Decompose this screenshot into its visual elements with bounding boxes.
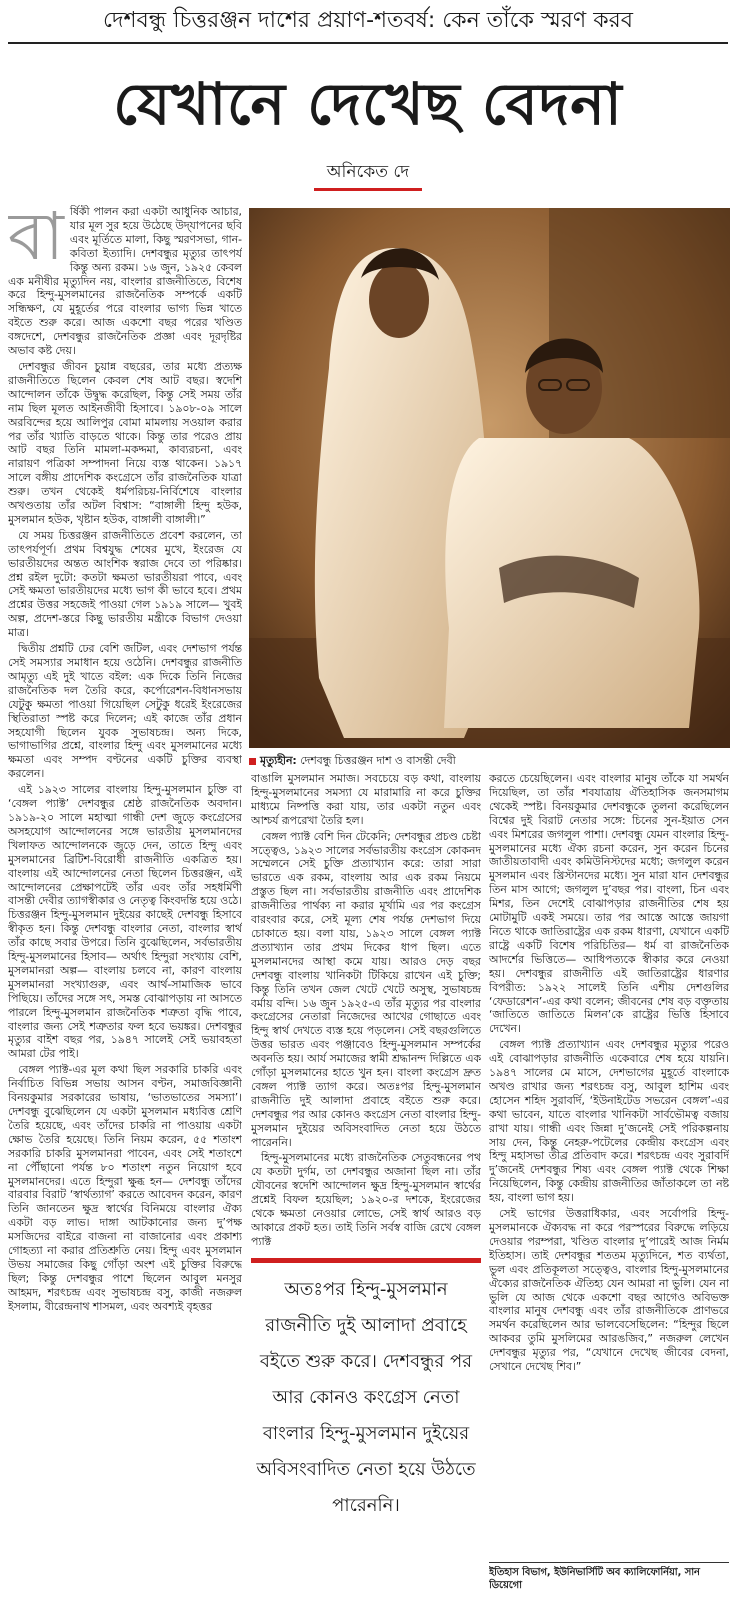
paragraph: সেই ভাগের উত্তরাধিকার, এবং সর্বোপরি হিন্দু-মুসলমানকে ঐক্যবদ্ধ না করে পরস্পরের বিরুদ্ধে লড়িয়ে দেওয়ার পরম্পরা, খণ্ডিত বাংলার দু’পারেই আজ নির্মম ইতিহাস। তাই দেশবন্ধুর শততম মৃত্যুদিনে, শত ব্যর্থতা, ভুল এবং প্রতিকূলতা সত্ত্বেও, বাংলার হিন্দু-মুসলমানের ঐক্যের রাজনৈতিক ঐতিহ্য যেন আমরা না ভুলি। যেন না ভুলি যে আজ থেকে একশো বছর আগেও অবিভক্ত বাংলার মানুষ দেশবন্ধু এবং তাঁর রাজনীতিকে প্রাণভরে সমর্থন করেছিলেন আর ভালবেসেছিলেন: “হিন্দুর ছিলে আকবর তুমি মুসলিমের আরঙজিব,” নজরুল লেখেন দেশবন্ধুর মৃত্যুর পর, “যেখানে দেখেছ জীবের বেদনা, সেখানে দেখেছ শিব।”: [489, 1207, 729, 1374]
author-credit: ইতিহাস বিভাগ, ইউনিভার্সিটি অব ক্যালিফোর্নিয়া, সান ডিয়েগো: [489, 1567, 700, 1591]
byline-rule: [314, 188, 422, 191]
article-column-1: [8, 205, 242, 1597]
paragraph: করতে চেয়েছিলেন। এবং বাংলার মানুষ তাঁকে যা সমর্থন দিয়েছিল, তা তাঁর শবযাত্রায় ঐতিহাসিক জনসমাগম থেকেই স্পষ্ট। বিনয়কুমার দেশবন্ধুকে তুলনা করেছিলেন বিশ্বের দুই বিরাট নেতার সঙ্গে: চিনের সুন-ইয়াত সেন এবং মিশরের জগলুল পাশা। দেশবন্ধু যেমন বাংলার হিন্দু-মুসলমানের মধ্যে ঐক্য রচনা করেন, সুন করেন চিনের জাতীয়তাবাদী এবং কমিউনিস্টদের মধ্যে; জগলুল করেন মুসলমান এবং খ্রিস্টানদের মধ্যে। সুন মারা যান দেশবন্ধুর তিন মাস আগে; জগলুল দু’বছর পর। বাংলা, চিন এবং মিশর, তিন দেশেই বোঝাপড়ার রাজনীতির শেষ হয় মোটামুটি একই সময়ে। তার পর আস্তে আস্তে জায়গা নিতে থাকে জাতিরাষ্ট্রের এক রকম ধারণা, যেখানে একটি রাষ্ট্রে একটি বিশেষ পরিচিতির— ধর্ম বা রাজনৈতিক আদর্শের ভিত্তিতে— আধিপত্যকে স্বীকার করে নেওয়া হয়। দেশবন্ধুর রাজনীতি এই জাতিরাষ্ট্রের ধারণার বিপরীত: ১৯২২ সালেই তিনি এশীয় দেশগুলির ‘ফেডারেশন’-এর কথা বলেন; জীবনের শেষ বড় বক্তৃতায় ‘জাতিতে জাতিতে মিলন’কে রাষ্ট্রের ভিত্তি হিসাবে দেখেন।: [489, 772, 729, 1036]
drop-cap: বা: [8, 205, 64, 275]
paragraph: দ্বিতীয় প্রশ্নটি ঢের বেশি জটিল, এবং দেশভাগ পর্যন্ত সেই সমস্যার সমাধান হয়ে ওঠেনি। দেশবন্ধুর রাজনীতি আমৃত্যু এই দুই খাতে বইল: এক দিকে তিনি নিজের রাজনৈতিক দল তৈরি করে, কর্পোরেশন-বিধানসভায় যেটুকু ক্ষমতা পাওয়া গিয়েছিল সেটুকু ধরেই ইংরেজের স্থিতিরাতা স্পষ্ট করে দিলেন; এই কাজে তাঁর প্রধান সহযোগী ছিলেন যুবক সুভাষচন্দ্র। অন্য দিকে, ভাগাভাগির প্রশ্নে, বাংলার হিন্দু এবং মুসলমানের মধ্যে ক্ষমতা এবং সম্পদ বণ্টনের একটি চুক্তির ব্যবস্থা করলেন।: [8, 642, 242, 781]
byline: অনিকেত দে: [326, 162, 410, 182]
article-column-3: [489, 772, 729, 1558]
photo-chittaranjan-basanti: [249, 208, 730, 748]
caption-marker: [249, 758, 256, 765]
paragraph: বেঙ্গল প্যাক্ট প্রত্যাখ্যান এবং দেশবন্ধুর মৃত্যুর পরেও এই বোঝাপড়ার রাজনীতি একেবারে শেষ হয়ে যায়নি। ১৯৪৭ সালের মে মাসে, দেশভাগের মুহূর্তে বাংলাকে অখণ্ড রাখার জন্য শরৎচন্দ্র বসু, আবুল হাশিম এবং হোসেন শহিদ সুরাবর্দি, ‘ইউনাইটেড সভরেন বেঙ্গল’-এর কথা ভাবেন, যাতে বাংলার খানিকটা সার্বভৌমত্ব বজায় রাখা যায়। গান্ধী এবং জিন্না দু’জনেই সেই পরিকল্পনায় সায় দেন, কিন্তু নেহরু-পটেলের কেন্দ্রীয় কংগ্রেস এবং হিন্দু মহাসভা তীব্র প্রতিবাদ করে। শরৎচন্দ্র এবং সুরাবর্দি দু’জনেই দেশবন্ধুর শিষ্য এবং বেঙ্গল প্যাক্ট থেকে শিক্ষা নিয়েছিলেন, কিন্তু কেন্দ্রীয় রাজনীতির জাঁতাকলে তা নষ্ট হয়, বাংলা ভাগ হয়।: [489, 1038, 729, 1205]
photo-caption: [249, 752, 730, 770]
caption-text: দেশবন্ধু চিত্তরঞ্জন দাশ ও বাসন্তী দেবী: [300, 754, 456, 767]
article-column-2: [251, 772, 481, 1250]
credit-rule: [489, 1562, 729, 1563]
paragraph: দেশবন্ধুর জীবন চুয়ান্ন বছরের, তার মধ্যে প্রত্যক্ষ রাজনীতিতে ছিলেন কেবল শেষ আট বছর। স্বদেশি আন্দোলন তাঁকে উদ্বুদ্ধ করেছিল, কিন্তু সেই সময় তাঁর নাম ছিল মূলত আইনজীবী হিসাবে। ১৯০৮-০৯ সালে অরবিন্দের হয়ে আলিপুর বোমা মামলায় সওয়াল করার পর তাঁর খ্যাতি বাড়তে থাকে। কিন্তু তার পরেও প্রায় আট বছর তিনি মামলা-মকদ্দমা, কাব্যরচনা, এবং নারায়ণ পত্রিকা সম্পাদনা নিয়ে ব্যস্ত থাকেন। ১৯১৭ সালে বঙ্গীয় প্রাদেশিক কংগ্রেসে তাঁর রাজনৈতিক যাত্রা শুরু। তখন থেকেই ধর্মপরিচয়-নির্বিশেষে বাংলার অখণ্ডতায় তাঁর অটল বিশ্বাস: “বাঙ্গালী হিন্দু হউক, মুসলমান হউক, খৃষ্টান হউক, বাঙ্গালী বাঙ্গালী।”: [8, 359, 242, 526]
kicker-headline: দেশবন্ধু চিত্তরঞ্জন দাশের প্রয়াণ-শতবর্ষ: কেন তাঁকে স্মরণ করব: [103, 8, 633, 33]
paragraph: বাঙালি মুসলমান সমাজ। সবচেয়ে বড় কথা, বাংলায় হিন্দু-মুসলমানের সমস্যা যে মারামারি না করে চুক্তির মাধ্যমে নিষ্পত্তি করা যায়, তার একটা নতুন এবং আশ্চর্য রূপরেখা তৈরি হল।: [251, 772, 481, 827]
kicker-rule: [8, 42, 728, 44]
pull-quote-rule: [251, 1258, 481, 1263]
paragraph: এই ১৯২৩ সালের বাংলায় হিন্দু-মুসলমান চুক্তি বা ‘বেঙ্গল প্যাক্ট’ দেশবন্ধুর শ্রেষ্ঠ রাজনৈতিক অবদান। ১৯১৯-২০ সালে মহাত্মা গান্ধী দেশ জুড়ে কংগ্রেসের অসহযোগ আন্দোলনের সঙ্গে ভারতীয় মুসলমানদের খিলাফত আন্দোলনকে জুড়ে দেন, তাতে হিন্দু এবং মুসলমানের ব্রিটিশ-বিরোধী রাজনীতি একত্রিত হয়। বাংলায় এই আন্দোলনের নেতা ছিলেন চিত্তরঞ্জন, এই আন্দোলনের প্রেক্ষাপটেই তাঁর এবং তাঁর সহধর্মিণী বাসন্তী দেবীর ত্যাগস্বীকার ও নেতৃত্ব কিংবদন্তি হয়ে ওঠে। চিত্তরঞ্জন হিন্দু-মুসলমান দুইয়ের কাছেই দেশবন্ধু হিসাবে স্বীকৃত হন। কিন্তু দেশবন্ধু বাংলার নেতা, বাংলার স্বার্থ তাঁর কাছে সবার উপরে। তিনি বুঝেছিলেন, সর্বভারতীয় হিন্দু-মুসলমানের হিসাব— অর্থাৎ হিন্দুরা সংখ্যায় বেশি, মুসলমানরা অল্প— বাংলায় চলবে না, কারণ বাংলায় মুসলমানরা সংখ্যাগুরু, এবং আর্থ-সামাজিক ভাবে পিছিয়ে। তাঁদের সঙ্গে সৎ, সমস্ত বোঝাপড়ায় না আসতে পারলে হিন্দু-মুসলমান রাজনৈতিক শত্রুতা বৃদ্ধি পাবে, বাংলার জন্য সেই শত্রুতার ফল হবে ভয়ঙ্কর। দেশবন্ধুর মৃত্যুর বাইশ বছর পর, ১৯৪৭ সালেই সেই ভয়াবহতা আমরা টের পাই।: [8, 783, 242, 1061]
pull-quote: অতঃপর হিন্দু-মুসলমান রাজনীতি দুই আলাদা প্রবাহে বইতে শুরু করে। দেশবন্ধুর পর আর কোনও কংগ্রেস নেতা বাংলার হিন্দু-মুসলমান দুইয়ের অবিসংবাদিত নেতা হয়ে উঠতে পারেননি।: [256, 1279, 476, 1516]
photo-image: [249, 208, 730, 748]
paragraph: বেঙ্গল প্যাক্ট-এর মূল কথা ছিল সরকারি চাকরি এবং নির্বাচিত বিভিন্ন সভায় আসন বণ্টন, সমাজবিজ্ঞানী বিনয়কুমার সরকারের ভাষায়, ‘ভাতভাতের সমস্যা’। দেশবন্ধু বুঝেছিলেন যে একটা মুসলমান মধ্যবিত্ত শ্রেণি তৈরি হয়েছে, এবং তাঁদের চাকরি না পাওয়ায় একটা ক্ষোভ তৈরি হয়েছে। তিনি নিয়ম করেন, ৫৫ শতাংশ সরকারি চাকরি মুসলমানরা পাবেন, এবং সেই শতাংশে না পৌঁছানো পর্যন্ত ৮০ শতাংশ নতুন নিয়োগ হবে মুসলমানদের। এতে হিন্দুরা ক্ষুব্ধ হন— দেশবন্ধু তাঁদের বারবার বিরাট ‘স্বার্থত্যাগ’ করতে আবেদন করেন, কারণ তিনি জানতেন ক্ষুদ্র স্বার্থের বিনিময়ে বাংলার ঐক্য একটা বড় লাভ। দাঙ্গা আটকানোর জন্য দু’পক্ষ মসজিদের বাইরে বাজনা না বাজানোর এবং প্রকাশ্য গোহত্যা না করার প্রতিশ্রুতি নেয়। হিন্দু এবং মুসলমান উভয় সমাজের কিছু গোঁড়া অংশ এই চুক্তির বিরুদ্ধে ছিল; কিন্তু দেশবন্ধুর পাশে ছিলেন আবুল মনসুর আহমদ, শরৎচন্দ্র এবং সুভাষচন্দ্র বসু, কাজী নজরুল ইসলাম, বীরেন্দ্রনাথ শাসমল, এবং অবশ্যই বৃহত্তর: [8, 1063, 242, 1313]
paragraph: যে সময় চিত্তরঞ্জন রাজনীতিতে প্রবেশ করলেন, তা তাৎপর্যপূর্ণ। প্রথম বিশ্বযুদ্ধ শেষের মুখে, ইংরেজ যে ভারতীয়দের অন্তত আংশিক স্বরাজ দেবে তা পরিষ্কার। প্রশ্ন রইল দুটো: কতটা ক্ষমতা ভারতীয়রা পাবে, এবং সেই ক্ষমতা ভারতীয়দের মধ্যে ভাগ কী ভাবে হবে। প্রথম প্রশ্নের উত্তর সহজেই পাওয়া গেল ১৯১৯ সালে— খুবই অল্প, প্রদেশ-স্তরে কিছু ভারতীয় মন্ত্রীকে বিভাগ দেওয়া মাত্র।: [8, 528, 242, 640]
caption-label: মৃত্যুহীন:: [260, 754, 297, 767]
paragraph: হিন্দু-মুসলমানের মধ্যে রাজনৈতিক সেতুবন্ধনের পথ যে কতটা দুর্গম, তা দেশবন্ধুর অজানা ছিল না। তাঁর যৌবনের স্বদেশি আন্দোলন ক্ষুদ্র হিন্দু-মুসলমান স্বার্থের প্রশ্নেই বিফল হয়েছিল; ১৯২০-র দশকে, ইংরেজের থেকে ক্ষমতা নেওয়ার লোভে, সেই স্বার্থ আরও বড় আকারে প্রকট হত। তাই তিনি সর্বস্ব বাজি রেখে বেঙ্গল প্যাক্ট: [251, 1151, 481, 1248]
paragraph: র্ষিকী পালন করা একটা আধুনিক আচার, যার মূল সুর হয়ে উঠেছে উদ্‌যাপনের ছবি এবং মূর্তিতে মালা, কিছু স্মরণসভা, গান-কবিতা ইত্যাদি। দেশবন্ধুর মৃত্যুর তাৎপর্য কিন্তু অন্য রকম। ১৬ জুন, ১৯২৫ কেবল এক মনীষীর মৃত্যুদিন নয়, বাংলার রাজনীতিতে, বিশেষ করে হিন্দু-মুসলমানের রাজনৈতিক সম্পর্কে একটি সন্ধিক্ষণ, যে মুহূর্তের পরে বাংলার ভাগ্য ভিন্ন খাতে বইতে শুরু করে। আজ একশো বছর পরের খণ্ডিত বঙ্গদেশে, দেশবন্ধুর রাজনৈতিক প্রজ্ঞা এবং দূরদৃষ্টির অভাব কষ্ট দেয়।: [8, 205, 242, 358]
page-title: যেখানে দেখেছ বেদনা: [113, 70, 623, 138]
paragraph: বেঙ্গল প্যাক্ট বেশি দিন টেকেনি; দেশবন্ধুর প্রচণ্ড চেষ্টা সত্ত্বেও, ১৯২৩ সালের সর্বভারতীয় কংগ্রেস কোকনদ সম্মেলনে সেই চুক্তি প্রত্যাখ্যান করে: তারা সারা ভারতে এক রকম, বাংলায় আর এক রকম নিয়মে প্রস্তুত ছিল না। সর্বভারতীয় রাজনীতি এবং প্রাদেশিক রাজনীতির পার্থক্য না করার মূর্খামি এর পর কংগ্রেস বারংবার করে, সেই মূল্য শেষ পর্যন্ত দেশভাগ দিয়ে চোকাতে হয়। বলা যায়, ১৯২৩ সালে বেঙ্গল প্যাক্ট প্রত্যাখ্যান তার প্রথম দিকের ধাপ ছিল। এতে মুসলমানদের আস্থা কমে যায়। আরও দেড় বছর দেশবন্ধু বাংলায় খানিকটা টিকিয়ে রাখেন এই চুক্তি; কিন্তু তিনি তখন জেল খেটে খেটে অসুস্থ, সুভাষচন্দ্র বর্মায় বন্দি। ১৬ জুন ১৯২৫-এ তাঁর মৃত্যুর পর বাংলার কংগ্রেসের নেতারা নিজেদের আখের গোছাতে এবং হিন্দু স্বার্থ দেখতে ব্যস্ত হয়ে পড়লেন। সেই বছরগুলিতে উত্তর ভারত এবং পঞ্জাবেও হিন্দু-মুসলমান সম্পর্কের অবনতি হয়। আর্য সমাজের স্বামী শ্রদ্ধানন্দ দিল্লিতে এক গোঁড়া মুসলমানের হাতে খুন হন। বাংলা কংগ্রেস দ্রুত বেঙ্গল প্যাক্ট ত্যাগ করে। অতঃপর হিন্দু-মুসলমান রাজনীতি দুই আলাদা প্রবাহে বইতে শুরু করে। দেশবন্ধুর পর আর কোনও কংগ্রেস নেতা বাংলার হিন্দু-মুসলমান দুইয়ের অবিসংবাদিত নেতা হয়ে উঠতে পারেননি।: [251, 829, 481, 1149]
